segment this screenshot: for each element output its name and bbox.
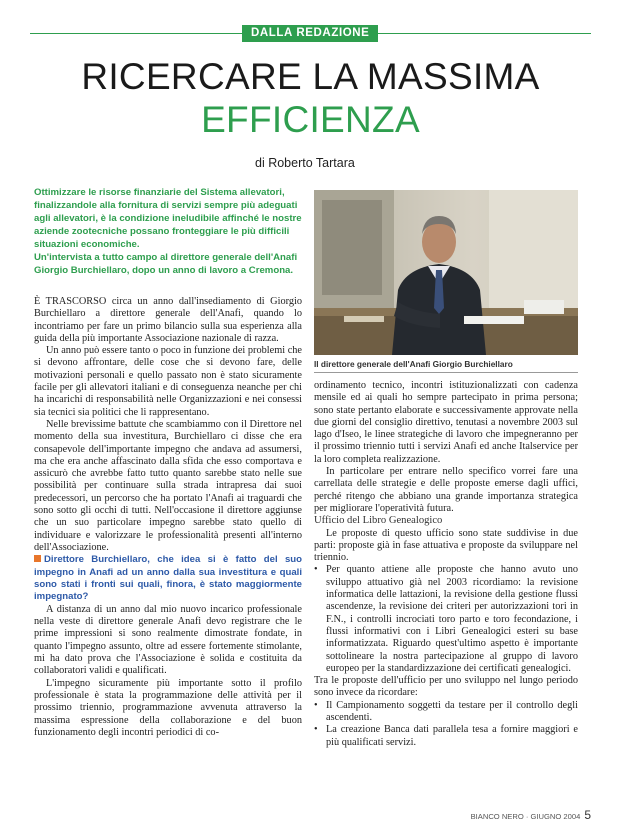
body-paragraph: ordinamento tecnico, incontri istituzionalizzati con cadenza mensile ed ai quali ho sempre partecipato in prima persona; sono state pertanto elaborate e successivamente approvate nella due giorni del consiglio direttivo, tenutasi a novembre 2003 sul lago d'Iseo, le linee strategiche di lavoro che impegneranno per il prossimo triennio tutti i servizi Anafi ed anche Italservice per la loro completa realizzazione. (314, 380, 578, 465)
list-item (314, 700, 578, 725)
body-paragraph: Un anno può essere tanto o poco in funzione dei problemi che si devono affrontare, delle cose che si devono fare, delle motivazioni personali e quello passato non è stato sicuramente facile per gli allevatori italiani e di conseguenza neanche per chi ha incarichi di responsabilità nelle Organizzazioni e nei consessi sia tecnici sia politici che li rappresentano. (34, 345, 302, 418)
body-paragraph: L'impegno sicuramente più importante sotto il profilo professionale è stata la programmazione delle attività per il prossimo triennio, programmazione avvenuta attraverso la massima espressione della collaborazione e del buon funzionamento degli incontri periodici di co- (34, 677, 302, 738)
body-paragraph: A distanza di un anno dal mio nuovo incarico professionale nella veste di direttore generale Anafi devo registrare che le prime impressioni si sono realmente dimostrate fondate, in quanto l'impegno assunto, oltre ad essere fortemente stimolante, mi ha dato prova che l'Associazione è solida e costituita da collaboratori validi e qualificati. (34, 603, 302, 677)
question-marker-icon (34, 555, 41, 562)
body-paragraph: Tra le proposte dell'ufficio per uno sviluppo nel lungo periodo sono invece da ricordare: (314, 675, 578, 699)
body-paragraph: È TRASCORSO circa un anno dall'insediamento di Giorgio Burchiellaro a direttore generale dell'Anafi, quando lo incontriamo per fare un primo bilancio sulla sua esperienza alla guida della più importante Associazione nazionale di razza. (34, 296, 302, 344)
page-number: 5 (584, 808, 591, 822)
body-paragraph: Nelle brevissime battute che scambiammo con il Direttore nel momento della sua investitura, Burchiellaro ci disse che era consapevole dell'importante impegno che andava ad assumersi, ma che era anche affascinato dalla sfida che esso comportava e assicurò che avrebbe fatto tutto quanto sarebbe stato nelle sue possibilità per continuare sulla strada intrapresa dai suoi predecessori, un percorso che ha portato l'Anafi ai traguardi che sono sotto gli occhi di tutti. Nell'occasione il direttore aggiunse che un suo particolare impegno sarebbe stato quello di individuare e valorizzare le professionalità presenti all'interno dell'Associazione. (34, 418, 302, 553)
body-paragraph: In particolare per entrare nello specifico vorrei fare una carrellata delle strategie e delle proposte emerse dagli uffici, perché ritengo che abbiano una grande importanza strategica per migliorare l'operatività futura. (314, 466, 578, 514)
page-footer (471, 808, 591, 822)
bullet-icon: • (314, 564, 318, 576)
list-item-text: Il Campionamento soggetti da testare per il controllo degli ascendenti. (326, 699, 578, 724)
lead-text-1: Ottimizzare le risorse finanziarie del Sistema allevatori, finalizzandole alla fornitura di servizi sempre più adeguati agli allevatori, è la condizione ineludibile affinché le nostre aziende zootecniche possano fronteggiare le più difficili situazioni economiche. (34, 187, 302, 250)
caption-rule (314, 372, 578, 373)
list-item-text: Per quanto attiene alle proposte che hanno avuto uno sviluppo attuativo già nel 2003 ricordiamo: la revisione informatica delle lattazioni, la revisione della gestione flussi ascendenze, la revisione dei criteri per autorizzazioni tori in F.N., i controlli incrociati toro parto e toro fecondazione, i flussi informativi con i Libri Genealogici esteri su base informatizzata. Riguardo quest'ultimo aspetto è importante sottolineare la nostra partecipazione al gruppo di lavoro europeo per la standardizzazione dei certificati genealogici. (326, 564, 578, 674)
photo-caption: Il direttore generale dell'Anafi Giorgio Burchiellaro (314, 359, 513, 369)
bullet-icon: • (314, 724, 318, 736)
list-item-text: La creazione Banca dati parallela tesa a fornire maggiori e più qualificati servizi. (326, 724, 578, 748)
column-right (314, 380, 578, 749)
bullet-list (314, 700, 578, 749)
footer-publication: BIANCO NERO · GIUGNO 2004 (470, 812, 581, 821)
portrait-photo (314, 190, 578, 355)
bullet-icon: • (314, 699, 318, 711)
column-left (34, 296, 302, 739)
body-paragraph: Le proposte di questo ufficio sono state suddivise in due parti: proposte già in fase attuativa e proposte da sviluppare nel triennio. (314, 527, 578, 564)
question-text: Direttore Burchiellaro, che idea si è fatto del suo impegno in Anafi ad un anno dalla sua investitura e quali sono stati i fronti sui quali, finora, è stato maggiormente impegnato? (34, 554, 302, 603)
lead-text-2: Un'intervista a tutto campo al direttore generale dell'Anafi Giorgio Burchiellaro, dopo un anno di lavoro a Cremona. (34, 252, 298, 276)
list-item (314, 564, 578, 675)
section-tag: DALLA REDAZIONE (242, 25, 378, 42)
interview-question (34, 554, 302, 604)
title-line-1: RICERCARE LA MASSIMA (81, 56, 540, 97)
title-line-2: EFFICIENZA (201, 99, 420, 140)
byline: di Roberto Tartara (255, 156, 355, 170)
bullet-list (314, 564, 578, 675)
lead-paragraph (34, 186, 302, 277)
subheading: Ufficio del Libro Genealogico (314, 515, 443, 527)
list-item (314, 724, 578, 749)
